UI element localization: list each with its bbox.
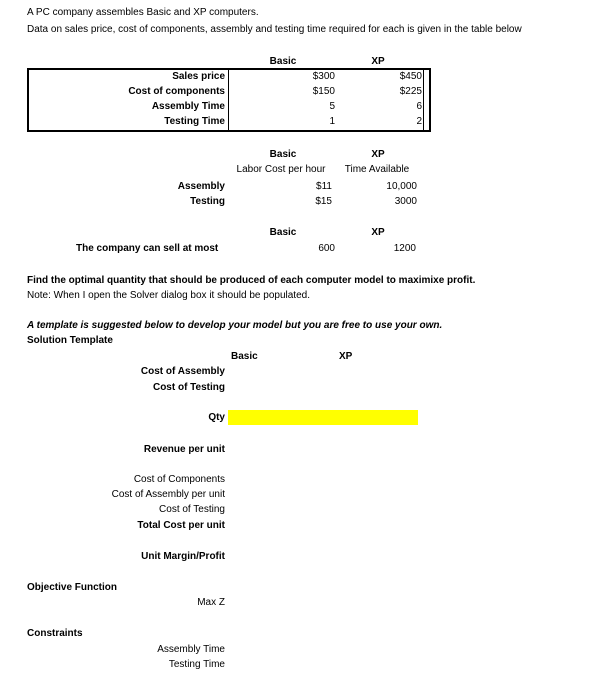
cost-of-assembly-per-unit-label: Cost of Assembly per unit — [111, 489, 225, 500]
table1-header-xp: XP — [371, 56, 385, 67]
table1-basic-value: 1 — [329, 116, 335, 127]
testing-time-constraint-label: Testing Time — [168, 659, 225, 670]
table2-labor-cost: $15 — [315, 196, 332, 207]
table1-basic-value: $150 — [312, 86, 335, 97]
table1-header-basic: Basic — [269, 56, 297, 67]
table1-divider — [423, 68, 424, 132]
table1-xp-value: $450 — [399, 71, 422, 82]
table1-basic-value: $300 — [312, 71, 335, 82]
table2-label: Testing — [190, 196, 225, 207]
table1-label: Sales price — [172, 71, 225, 82]
table3-header-basic: Basic — [269, 227, 297, 238]
table3-xp-value: 1200 — [393, 243, 416, 254]
task-question: Find the optimal quantity that should be produced of each computer model to maximixe profit. — [27, 275, 476, 286]
table2-header-xp: XP — [371, 149, 385, 160]
qty-input-cells[interactable] — [228, 410, 418, 425]
table2-label: Assembly — [177, 181, 225, 192]
assembly-time-constraint-label: Assembly Time — [157, 644, 225, 655]
table2-labor-cost: $11 — [316, 181, 332, 192]
table2-subheader-xp: Time Available — [344, 164, 410, 175]
table2-subheader-basic: Labor Cost per hour — [236, 164, 326, 175]
table1-label: Testing Time — [164, 116, 225, 127]
table2-header-basic: Basic — [269, 149, 297, 160]
cost-of-assembly-label: Cost of Assembly — [140, 366, 225, 377]
max-z-label: Max Z — [197, 597, 225, 608]
cost-of-testing-label: Cost of Testing — [152, 382, 225, 393]
cost-of-components-label: Cost of Components — [133, 474, 225, 485]
table1-xp-value: $225 — [399, 86, 422, 97]
table2-time-available: 10,000 — [386, 181, 417, 192]
table3-header-xp: XP — [371, 227, 385, 238]
objective-function-label: Objective Function — [27, 582, 118, 593]
intro-line-1: A PC company assembles Basic and XP computers. — [27, 7, 259, 18]
qty-label: Qty — [208, 412, 225, 423]
table3-label: The company can sell at most — [76, 243, 219, 254]
table1-xp-value: 2 — [416, 116, 422, 127]
table2-time-available: 3000 — [394, 196, 417, 207]
table1-label: Assembly Time — [151, 101, 225, 112]
unit-margin-label: Unit Margin/Profit — [141, 551, 225, 562]
table3-basic-value: 600 — [318, 243, 335, 254]
template-header-basic: Basic — [231, 351, 258, 362]
table1-label: Cost of components — [128, 86, 225, 97]
table1-divider — [228, 68, 229, 132]
table1-xp-value: 6 — [416, 101, 422, 112]
template-header-xp: XP — [339, 351, 353, 362]
template-hint: A template is suggested below to develop your model but you are free to use your own. — [27, 320, 443, 331]
task-note: Note: When I open the Solver dialog box it should be populated. — [27, 290, 310, 301]
table1-basic-value: 5 — [329, 101, 335, 112]
revenue-per-unit-label: Revenue per unit — [143, 444, 225, 455]
intro-line-2: Data on sales price, cost of components, assembly and testing time required for each is given in the table below — [27, 24, 522, 35]
constraints-label: Constraints — [27, 628, 83, 639]
cost-of-testing-label: Cost of Testing — [159, 504, 225, 515]
template-title: Solution Template — [27, 335, 113, 346]
total-cost-per-unit-label: Total Cost per unit — [137, 520, 225, 531]
